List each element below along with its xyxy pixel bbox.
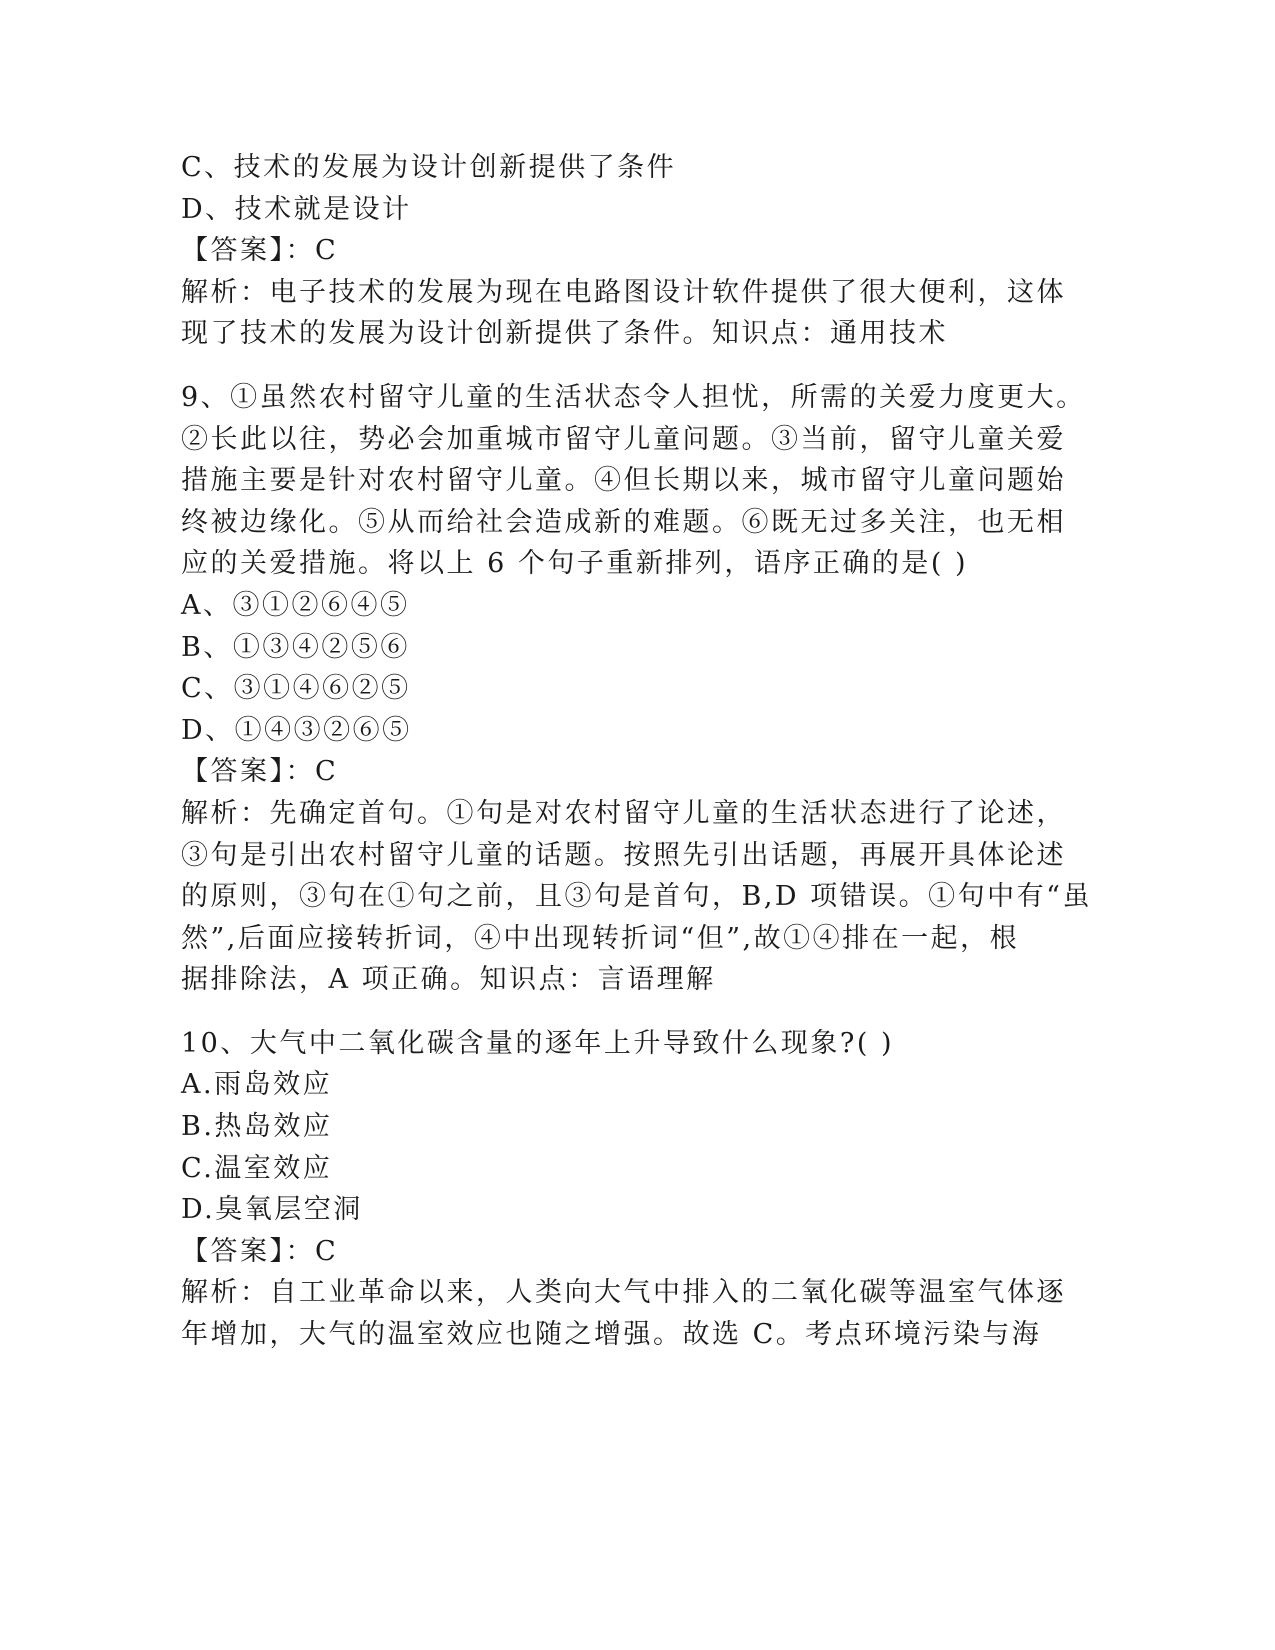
q10-option-c: C.温室效应 (181, 1152, 333, 1184)
q9-stem-line: ②长此以往，势必会加重城市留守儿童问题。③当前，留守儿童关爱 (181, 423, 1066, 455)
q10-analysis-line: 解析：自工业革命以来，人类向大气中排入的二氧化碳等温室气体逐 (181, 1277, 1066, 1309)
paragraph-gap (181, 355, 1081, 377)
q9-stem-line: 措施主要是针对农村留守儿童。④但长期以来，城市留守儿童问题始 (181, 465, 1066, 497)
option-d-prev: D、技术就是设计 (181, 193, 412, 225)
analysis-line: 现了技术的发展为设计创新提供了条件。知识点：通用技术 (181, 318, 948, 350)
q9-answer: 【答案】：C (181, 756, 339, 788)
q9-option-d: D、①④③②⑥⑤ (181, 714, 412, 746)
q9-analysis-line: 然”,后面应接转折词，④中出现转折词“但”,故①④排在一起，根 (181, 922, 1020, 954)
q10-option-a: A.雨岛效应 (181, 1069, 333, 1101)
q10-answer: 【答案】：C (181, 1235, 339, 1267)
q9-analysis-line: 据排除法，A 项正确。知识点：言语理解 (181, 964, 716, 996)
q9-stem-line: 9、①虽然农村留守儿童的生活状态令人担忧，所需的关爱力度更大。 (181, 381, 1086, 413)
analysis-line: 解析：电子技术的发展为现在电路图设计软件提供了很大便利，这体 (181, 276, 1066, 308)
document-page (181, 147, 1092, 1356)
q9-option-a: A、③①②⑥④⑤ (181, 589, 410, 621)
q9-analysis-line: 的原则，③句在①句之前，且③句是首句，B,D 项错误。①句中有“虽 (181, 881, 1092, 913)
q10-option-b: B.热岛效应 (181, 1111, 333, 1143)
paragraph-gap (181, 1001, 1081, 1023)
option-c-prev: C、技术的发展为设计创新提供了条件 (181, 152, 677, 183)
q10-analysis-line: 年增加，大气的温室效应也随之增强。故选 C。考点环境污染与海 (181, 1319, 1042, 1351)
q10-stem: 10、大气中二氧化碳含量的逐年上升导致什么现象?( ) (181, 1027, 894, 1059)
q9-stem-line: 应的关爱措施。将以上 6 个句子重新排列，语序正确的是( ) (181, 548, 968, 580)
q9-analysis-line: ③句是引出农村留守儿童的话题。按照先引出话题，再展开具体论述 (181, 839, 1066, 871)
q9-stem-line: 终被边缘化。⑤从而给社会造成新的难题。⑥既无过多关注，也无相 (181, 506, 1066, 538)
q9-option-c: C、③①④⑥②⑤ (181, 673, 411, 705)
q9-analysis-line: 解析：先确定首句。①句是对农村留守儿童的生活状态进行了论述， (181, 797, 1066, 829)
q10-option-d: D.臭氧层空洞 (181, 1194, 363, 1226)
answer-prev: 【答案】：C (181, 235, 339, 267)
q9-option-b: B、①③④②⑤⑥ (181, 631, 410, 663)
